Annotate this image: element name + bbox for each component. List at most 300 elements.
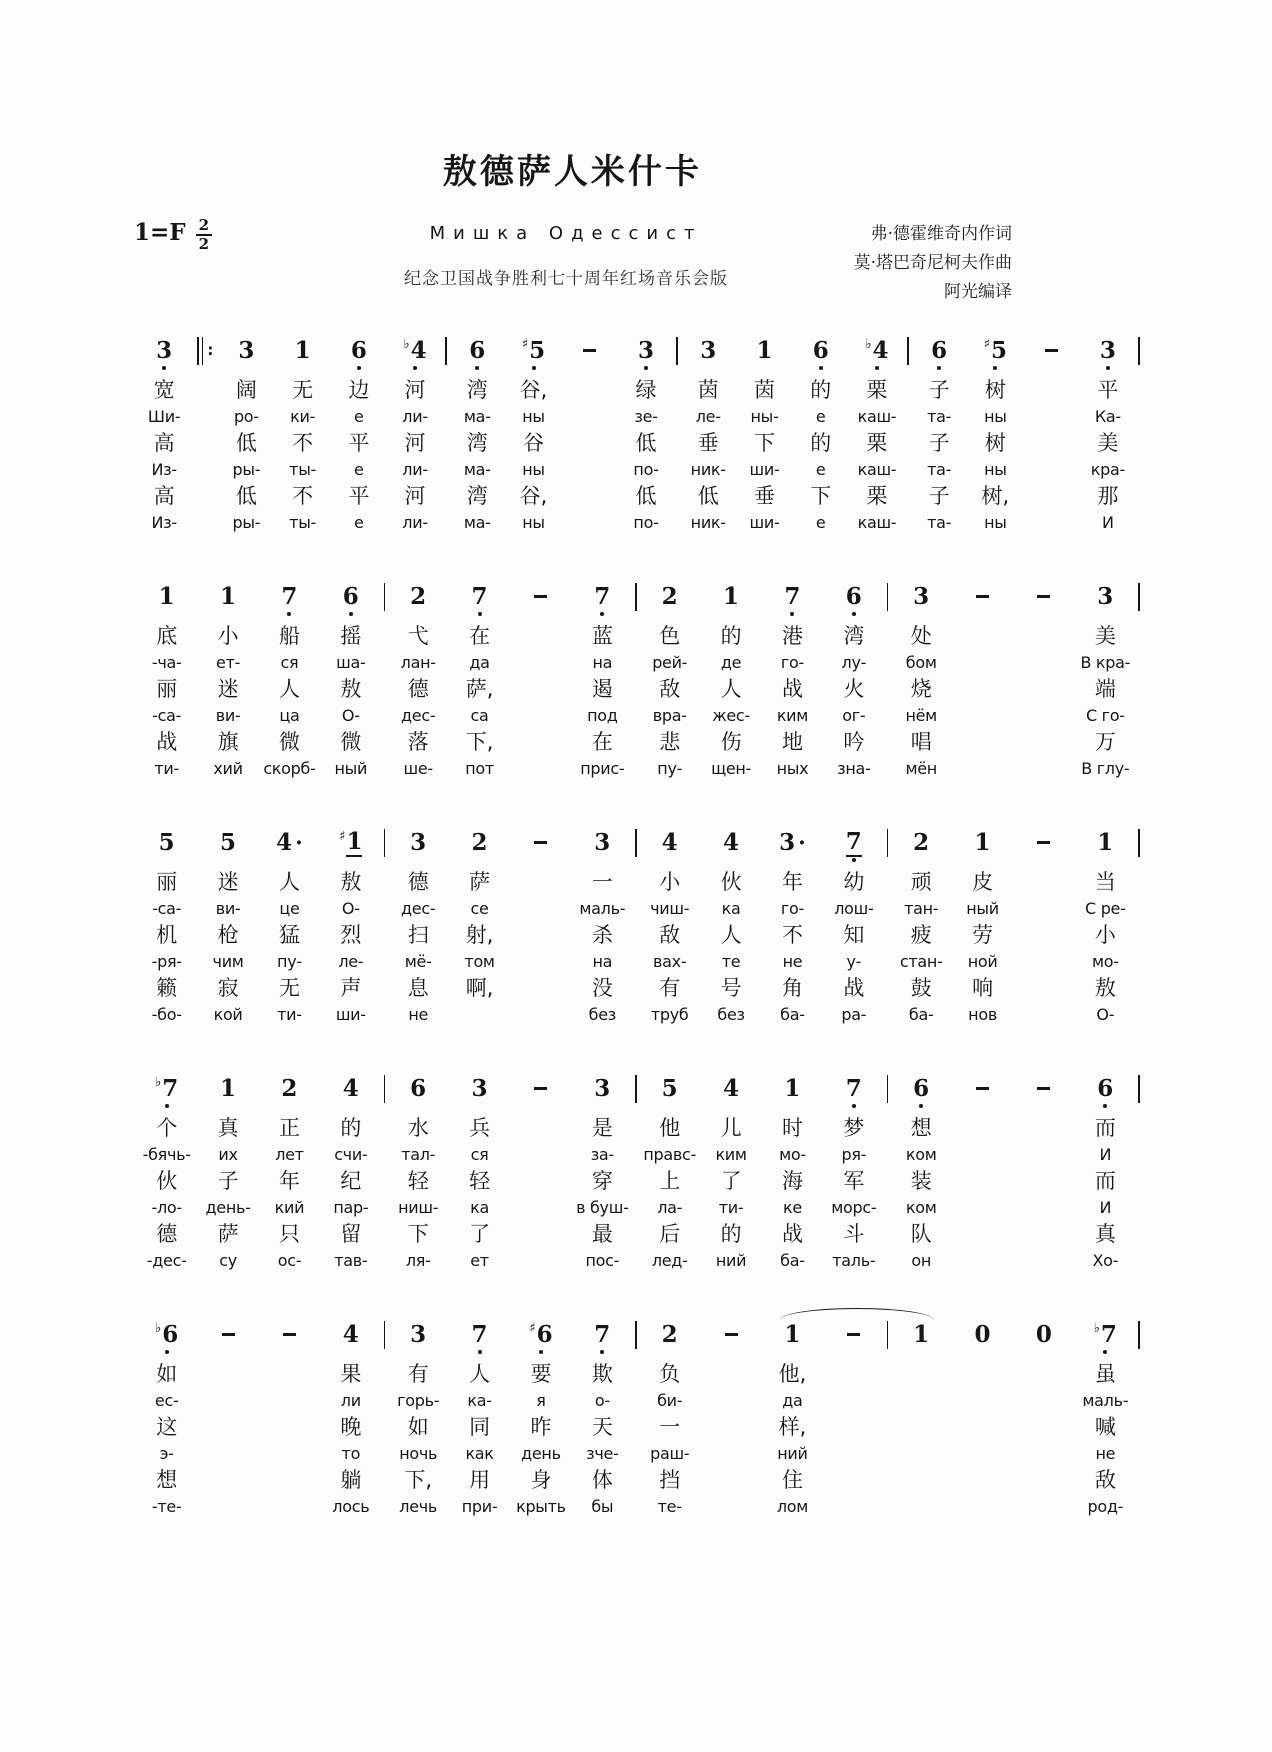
lyric-syllable: [1013, 1467, 1074, 1494]
lyric-syllable: [510, 1248, 571, 1274]
lyric-syllable: 萨: [469, 870, 491, 894]
lyric-syllable: Из-: [151, 460, 177, 479]
lyric-syllable: 在: [591, 730, 613, 754]
low-octave-dot: [478, 612, 482, 616]
lyric-syllable: 身: [530, 1468, 552, 1492]
lyric-syllable: 皮: [972, 870, 994, 894]
lyric-syllable: [1136, 922, 1142, 949]
lyric-syllable: ты-: [289, 460, 316, 479]
lyric-syllable: 不: [292, 484, 314, 508]
lyric-syllable: ма-: [463, 407, 491, 426]
barline: [1136, 1321, 1142, 1361]
lyric-syllable: ши-: [749, 460, 780, 479]
header: [0, 0, 1272, 337]
lyric-syllable: 丽: [156, 870, 178, 894]
lyric-syllable: та-: [927, 513, 952, 532]
lyric-syllable: 高: [153, 431, 175, 455]
lyric-syllable: 敌: [1094, 1468, 1116, 1492]
lyric-syllable: 垂: [697, 431, 719, 455]
lyric-syllable: ны: [984, 407, 1007, 426]
lyric-syllable: ким: [715, 1145, 747, 1164]
low-octave-dot: [165, 1104, 169, 1108]
lyric-syllable: 在: [469, 624, 491, 648]
lyric-syllable: 挡: [659, 1468, 681, 1492]
lyric-syllable: 没: [591, 976, 613, 1000]
lyric-syllable: под: [587, 706, 618, 725]
lyric-syllable: каш-: [857, 407, 897, 426]
lyric-syllable: [952, 1441, 1013, 1467]
lyric-syllable: пос-: [585, 1251, 620, 1270]
lyric-syllable: 只: [278, 1222, 300, 1246]
lyric-syllable: ма-: [463, 513, 491, 532]
note: 3: [913, 583, 930, 610]
note: ♭ 7: [136, 1075, 197, 1115]
lyric-syllable: це: [279, 899, 300, 918]
note: 3: [700, 337, 717, 364]
note: 1: [974, 829, 991, 856]
lyric-syllable: вах-: [653, 952, 687, 971]
lyric-syllable: ний: [777, 1444, 808, 1463]
lyric-syllable: чиш-: [650, 899, 690, 918]
lyric-syllable: го-: [780, 899, 804, 918]
low-octave-dot: [165, 1350, 169, 1354]
lyric-syllable: 下: [810, 484, 832, 508]
lyric-syllable: дес-: [401, 706, 436, 725]
duration-dash: [1013, 583, 1074, 623]
note: 7: [572, 1321, 633, 1361]
lyric-syllable: И: [1099, 1145, 1112, 1164]
lyric-syllable: [891, 1361, 952, 1388]
lyric-syllable: -са-: [152, 899, 182, 918]
low-octave-dot: [532, 366, 536, 370]
lyric-syllable: тав-: [334, 1251, 368, 1270]
note: 6: [911, 337, 967, 377]
duration-dash: [823, 1321, 884, 1361]
lyric-syllable: 敖: [340, 870, 362, 894]
lyric-syllable: [1013, 1441, 1074, 1467]
lyric-syllable: [700, 1361, 761, 1388]
lyric-syllable: 处: [910, 624, 932, 648]
lyric-syllable: 平: [348, 484, 370, 508]
lyric-syllable: 湾: [466, 484, 488, 508]
duration-dash: [510, 583, 571, 623]
music-system-5: [136, 1321, 1142, 1520]
note: 5: [158, 829, 175, 856]
lyric-syllable: [1136, 457, 1142, 483]
tie-arc: [780, 1308, 933, 1320]
lyric-syllable: [510, 729, 571, 756]
lyric-syllable: О-: [341, 899, 360, 918]
lyric-syllable: 籁: [156, 976, 178, 1000]
duration-dash: [510, 1075, 571, 1115]
lyric-syllable: 晚: [340, 1415, 362, 1439]
lyric-syllable: [1013, 650, 1074, 676]
lyric-syllable: 平: [1097, 378, 1119, 402]
repeat-dots: :: [207, 341, 214, 359]
lyric-syllable: [510, 1115, 571, 1142]
note: 2: [410, 583, 427, 610]
lyric-syllable: [952, 650, 1013, 676]
lyric-syllable: 体: [591, 1468, 613, 1492]
lyric-syllable: 蓝: [591, 624, 613, 648]
lyric-syllable: [1136, 483, 1142, 510]
lyric-syllable: [1136, 1221, 1142, 1248]
repeat-sign: [192, 337, 218, 377]
lyric-syllable: 栗: [866, 484, 888, 508]
low-octave-dot: [644, 366, 648, 370]
lyric-syllable: 他,: [778, 1362, 807, 1386]
lyric-syllable: 万: [1094, 730, 1116, 754]
lyric-syllable: скорб-: [263, 759, 316, 778]
lyric-syllable: [192, 377, 218, 404]
lyric-syllable: 了: [720, 1169, 742, 1193]
note: 3 ·: [779, 829, 806, 856]
lyric-syllable: э-: [159, 1444, 174, 1463]
lyric-syllable: ши-: [749, 513, 780, 532]
lyric-syllable: 水: [407, 1116, 429, 1140]
lyric-syllable: ры-: [232, 513, 261, 532]
lyric-syllable: ник-: [690, 513, 726, 532]
lyric-syllable: 欺: [591, 1362, 613, 1386]
lyric-syllable: ной: [967, 952, 998, 971]
lyric-syllable: ет-: [216, 653, 241, 672]
lyric-syllable: 茵: [697, 378, 719, 402]
lyric-syllable: [1013, 1168, 1074, 1195]
lyric-syllable: 扫: [407, 923, 429, 947]
lyric-syllable: [1136, 1002, 1142, 1028]
lyric-syllable: ет: [470, 1251, 489, 1270]
lyric-syllable: их: [218, 1145, 238, 1164]
lyric-syllable: 负: [659, 1362, 681, 1386]
note: 3: [594, 1075, 611, 1102]
lyric-syllable: [891, 1414, 952, 1441]
lyric-syllable: у-: [846, 952, 862, 971]
lyric-syllable: 人: [278, 677, 300, 701]
lyric-syllable: ря-: [841, 1145, 867, 1164]
lyric-syllable: [192, 457, 218, 483]
lyric-syllable: [1136, 1168, 1142, 1195]
lyric-syllable: [952, 1142, 1013, 1168]
lyric-syllable: 天: [591, 1415, 613, 1439]
lyric-syllable: [1136, 404, 1142, 430]
lyric-syllable: [823, 1361, 884, 1388]
lyric-syllable: [1136, 975, 1142, 1002]
lyric-syllable: ны: [522, 407, 545, 426]
lyric-syllable: 子: [928, 431, 950, 455]
lyric-syllable: 而: [1094, 1169, 1116, 1193]
note: 3: [410, 829, 427, 856]
lyric-syllable: 端: [1094, 677, 1116, 701]
lyric-syllable: 如: [156, 1362, 178, 1386]
edition-note: 纪念卫国战争胜利七十周年红场音乐会版: [404, 269, 729, 289]
lyric-syllable: тан-: [904, 899, 939, 918]
lyric-syllable: 遏: [591, 677, 613, 701]
lyric-syllable: 留: [340, 1222, 362, 1246]
flat-icon: ♭: [865, 337, 872, 352]
lyric-syllable: [952, 756, 1013, 782]
lyric-syllable: 河: [404, 484, 426, 508]
lyric-syllable: жес-: [712, 706, 750, 725]
lyric-syllable: стан-: [899, 952, 943, 971]
lyric-syllable: ночь: [399, 1444, 438, 1463]
lyric-syllable: [1013, 922, 1074, 949]
lyric-syllable: [1024, 483, 1080, 510]
low-octave-dot: [937, 366, 941, 370]
music-system-4: [136, 1075, 1142, 1274]
lyric-syllable: те: [721, 952, 741, 971]
lyric-syllable: дес-: [401, 899, 436, 918]
music-system-1: [136, 337, 1142, 536]
lyric-syllable: не: [1095, 1444, 1116, 1463]
note: 1: [784, 1321, 801, 1348]
barline: [1136, 337, 1142, 377]
lyric-syllable: [197, 1414, 258, 1441]
lyric-syllable: 底: [156, 624, 178, 648]
lyric-syllable: [1136, 1248, 1142, 1274]
lyric-syllable: 机: [156, 923, 178, 947]
lyric-syllable: пот: [465, 759, 494, 778]
lyric-syllable: морс-: [831, 1198, 877, 1217]
lyric-syllable: [562, 377, 618, 404]
lyric-syllable: да: [782, 1391, 803, 1410]
lyric-syllable: [192, 430, 218, 457]
lyric-syllable: день: [521, 1444, 561, 1463]
lyric-syllable: 子: [928, 378, 950, 402]
lyric-syllable: ог-: [842, 706, 866, 725]
lyric-syllable: Ка-: [1094, 407, 1121, 426]
lyric-syllable: да: [469, 653, 490, 672]
note: 6: [823, 583, 884, 623]
lyric-syllable: 港: [781, 624, 803, 648]
lyric-syllable: 微: [278, 730, 300, 754]
lyric-syllable: О-: [341, 706, 360, 725]
lyric-syllable: 啊,: [465, 976, 494, 1000]
note: 2: [471, 829, 488, 856]
lyric-syllable: ле-: [695, 407, 721, 426]
lyric-syllable: [1013, 703, 1074, 729]
lyric-syllable: лет: [275, 1145, 304, 1164]
lyric-syllable: [197, 1494, 258, 1520]
lyric-syllable: щен-: [711, 759, 752, 778]
lyric-syllable: ки-: [290, 407, 316, 426]
lyric-syllable: 微: [340, 730, 362, 754]
note: 3: [1080, 337, 1136, 377]
lyric-syllable: 敖: [1094, 976, 1116, 1000]
note: 4: [342, 1075, 359, 1102]
note: 2: [913, 829, 930, 856]
lyric-syllable: [510, 703, 571, 729]
lyric-syllable: [510, 1142, 571, 1168]
lyric-syllable: маль-: [579, 899, 626, 918]
lyric-syllable: 声: [340, 976, 362, 1000]
note: ♭ 4: [849, 337, 905, 377]
lyric-syllable: 谷,: [519, 484, 548, 508]
lyric-syllable: мо-: [1091, 952, 1119, 971]
lyric-syllable: [952, 703, 1013, 729]
lyric-syllable: [197, 1388, 258, 1414]
note: ♯ 1: [339, 828, 363, 855]
lyric-syllable: 角: [781, 976, 803, 1000]
lyric-syllable: лось: [332, 1497, 370, 1516]
sharp-icon: ♯: [529, 1321, 536, 1336]
lyric-syllable: маль-: [1082, 1391, 1129, 1410]
lyric-syllable: [510, 1195, 571, 1221]
lyric-syllable: ны: [522, 460, 545, 479]
lyric-syllable: [952, 1248, 1013, 1274]
note: ♭ 4: [387, 337, 443, 377]
low-octave-dot: [790, 612, 794, 616]
lyric-syllable: 如: [407, 1415, 429, 1439]
lyric-syllable: [1013, 1388, 1074, 1414]
lyric-syllable: [1136, 869, 1142, 896]
duration-dash: [1013, 1075, 1074, 1115]
lyric-syllable: ный: [334, 759, 368, 778]
lyric-syllable: В кра-: [1080, 653, 1131, 672]
lyric-syllable: рей-: [652, 653, 688, 672]
note: 3: [1097, 583, 1114, 610]
lyric-syllable: 人: [720, 677, 742, 701]
lyric-syllable: ны: [522, 513, 545, 532]
lyric-syllable: [562, 430, 618, 457]
lyric-syllable: [1013, 1195, 1074, 1221]
note: 3: [410, 1321, 427, 1348]
lyric-syllable: 敌: [659, 677, 681, 701]
lyric-syllable: [952, 676, 1013, 703]
note: 1: [220, 583, 237, 610]
lyric-syllable: хий: [213, 759, 243, 778]
music-system-2: [136, 583, 1142, 782]
low-octave-dot: [852, 858, 856, 862]
duration-dash: [510, 829, 571, 869]
augmentation-dot: ·: [295, 829, 303, 856]
note: 7: [762, 583, 823, 623]
lyric-syllable: ца: [279, 706, 300, 725]
lyric-syllable: ли: [340, 1391, 361, 1410]
lyric-syllable: С ре-: [1085, 899, 1126, 918]
duration-dash: [952, 1075, 1013, 1115]
low-octave-dot: [919, 1104, 923, 1108]
lyric-syllable: 当: [1094, 870, 1116, 894]
lyric-syllable: 果: [340, 1362, 362, 1386]
lyric-syllable: лом: [776, 1497, 809, 1516]
lyric-syllable: е: [354, 460, 364, 479]
lyric-syllable: 不: [292, 431, 314, 455]
rest-note: 0: [1035, 1321, 1052, 1348]
lyric-syllable: мо-: [779, 1145, 806, 1164]
lyric-syllable: [1136, 1142, 1142, 1168]
low-octave-dot: [1106, 366, 1110, 370]
lyric-syllable: [449, 1002, 510, 1028]
lyric-syllable: ба-: [780, 1251, 805, 1270]
lyric-syllable: 一: [591, 870, 613, 894]
low-octave-dot: [478, 1350, 482, 1354]
duration-dash: [952, 583, 1013, 623]
lyric-syllable: [1013, 756, 1074, 782]
low-octave-dot: [1103, 1104, 1107, 1108]
note: 4: [342, 1321, 359, 1348]
lyric-syllable: 低: [697, 484, 719, 508]
lyric-syllable: 的: [810, 431, 832, 455]
lyric-syllable: 伤: [720, 730, 742, 754]
note: 4: [723, 829, 740, 856]
lyric-syllable: [1024, 404, 1080, 430]
duration-dash: [259, 1321, 320, 1361]
barline: [1136, 829, 1142, 869]
lyric-syllable: пу-: [277, 952, 302, 971]
note: 2: [661, 583, 678, 610]
lyric-syllable: таль-: [832, 1251, 876, 1270]
lyric-syllable: 敖: [340, 677, 362, 701]
lyric-syllable: ви-: [215, 899, 241, 918]
lyric-syllable: ка: [470, 1198, 489, 1217]
lyric-syllable: ким: [776, 706, 809, 725]
low-octave-dot: [413, 366, 417, 370]
note: 4: [661, 829, 678, 856]
lyric-syllable: ны-: [750, 407, 779, 426]
time-signature: [196, 218, 212, 252]
lyric-syllable: род-: [1087, 1497, 1124, 1516]
low-octave-dot: [875, 366, 879, 370]
lyric-syllable: ро-: [233, 407, 259, 426]
note: 3: [471, 1075, 488, 1102]
duration-dash: [700, 1321, 761, 1361]
lyric-syllable: [259, 1388, 320, 1414]
lyric-syllable: 子: [217, 1169, 239, 1193]
note: 5: [220, 829, 237, 856]
lyric-syllable: 梦: [843, 1116, 865, 1140]
lyric-syllable: [197, 1467, 258, 1494]
lyric-syllable: 德: [407, 677, 429, 701]
lyric-syllable: 落: [407, 730, 429, 754]
note: 1: [220, 1075, 237, 1102]
music-sheet: [0, 337, 1272, 1520]
lyric-syllable: [823, 1441, 884, 1467]
lyric-syllable: -ря-: [151, 952, 182, 971]
low-octave-dot: [539, 1350, 543, 1354]
lyric-syllable: лан-: [400, 653, 436, 672]
lyric-syllable: 幼: [843, 870, 865, 894]
lyric-syllable: [510, 650, 571, 676]
lyric-syllable: се: [470, 899, 489, 918]
lyric-syllable: лу-: [841, 653, 867, 672]
note: 7: [259, 583, 320, 623]
lyric-syllable: 烈: [340, 923, 362, 947]
note: ♯ 5: [967, 337, 1023, 377]
lyric-syllable: 一: [659, 1415, 681, 1439]
lyric-syllable: нов: [968, 1005, 997, 1024]
note: 3: [594, 829, 611, 856]
lyric-syllable: [952, 1414, 1013, 1441]
lyric-syllable: 不: [781, 923, 803, 947]
lyric-syllable: 战: [843, 976, 865, 1000]
lyric-syllable: 边: [348, 378, 370, 402]
lyric-syllable: труб: [650, 1005, 689, 1024]
lyric-syllable: [510, 676, 571, 703]
lyric-syllable: бом: [905, 653, 937, 672]
flat-icon: ♭: [403, 337, 410, 352]
lyric-syllable: ком: [905, 1198, 937, 1217]
lyric-syllable: том: [464, 952, 495, 971]
lyric-syllable: ся: [470, 1145, 489, 1164]
lyric-syllable: 摇: [340, 624, 362, 648]
lyric-syllable: 弋: [407, 624, 429, 648]
lyric-syllable: [1136, 1414, 1142, 1441]
lyric-syllable: [1136, 623, 1142, 650]
note: 7: [449, 583, 510, 623]
augmentation-dot: ·: [798, 829, 806, 856]
lyric-syllable: [510, 1168, 571, 1195]
lyric-syllable: 有: [659, 976, 681, 1000]
